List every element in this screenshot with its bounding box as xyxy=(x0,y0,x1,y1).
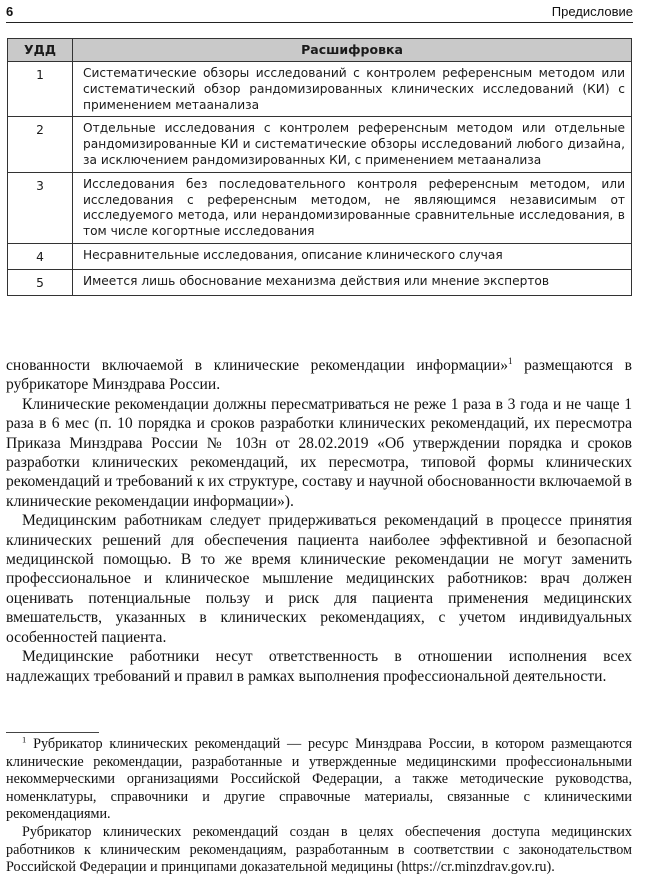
paragraph: Медицинские работники несут ответственность в отношении исполнения всех надлежащих требований и правил в рамках выполнения профессиональной деятельности. xyxy=(6,648,632,685)
evidence-level-cell: 2 xyxy=(8,117,73,172)
page-header xyxy=(6,4,633,23)
evidence-level-cell: 5 xyxy=(8,269,73,295)
table-row xyxy=(8,172,632,243)
paragraph-text: размещаются в рубрикаторе Минздрава России. xyxy=(6,357,633,394)
paragraph-text: снованности включаемой в клинические рекомендации информации» xyxy=(6,357,508,374)
page-number: 6 xyxy=(6,4,14,19)
paragraph: Клинические рекомендации должны пересматриваться не реже 1 раза в 3 года и не чаще 1 раза в 6 мес (п. 10 порядка и сроков разработки клинических рекомендаций, их пересмотра Приказа Минздрава России № 103н от 28.02.2019 «Об утверждении порядка и сроков разработки клинических рекомендаций, их пересмотра, типовой формы клинических рекомендаций и требований к их структуре, составу и научной обоснованности включаемой в клинические рекомендации информации»). xyxy=(6,395,632,510)
paragraph-continuation xyxy=(6,356,632,395)
footnote-reference[interactable]: 1 xyxy=(508,355,513,366)
footnote-mark: 1 xyxy=(22,734,27,745)
footnote-text: Рубрикатор клинических рекомендаций — ресурс Минздрава России, в котором размещаются клинические рекомендации, разработанные и утвержденные медицинскими профессиональными некоммерческими организациями Российской Федерации, а также методические руководства, номенклатуры, справочники и другие справочные материалы, связанные с клиническими рекомендациями. xyxy=(6,736,632,823)
evidence-description-cell: Имеется лишь обоснование механизма действия или мнение экспертов xyxy=(73,269,632,295)
column-header-description: Расшифровка xyxy=(73,39,632,62)
body-text xyxy=(6,356,632,686)
footnote-divider xyxy=(6,732,99,733)
running-title: Предисловие xyxy=(551,4,633,19)
evidence-level-cell: 1 xyxy=(8,62,73,117)
evidence-level-table xyxy=(7,38,632,296)
table-row xyxy=(8,269,632,295)
evidence-description-cell: Несравнительные исследования, описание клинического случая xyxy=(73,243,632,269)
evidence-description-cell: Систематические обзоры исследований с контролем референсным методом или систематический обзор рандомизированных клинических исследований (КИ) с применением метаанализа xyxy=(73,62,632,117)
table-row xyxy=(8,117,632,172)
footnotes xyxy=(6,736,632,877)
evidence-description-cell: Отдельные исследования с контролем референсным методом или отдельные рандомизированные КИ и систематические обзоры исследований любого дизайна, за исключением рандомизированных КИ, с применением метаанализа xyxy=(73,117,632,172)
footnote-continuation: Рубрикатор клинических рекомендаций создан в целях обеспечения доступа медицинских работников к клиническим рекомендациям, разработанным в соответствии с законодательством Российской Федерации и принципами доказательной медицины (https://cr.minzdrav.gov.ru). xyxy=(6,823,632,876)
table-row xyxy=(8,243,632,269)
evidence-level-cell: 4 xyxy=(8,243,73,269)
footnote xyxy=(6,736,632,824)
evidence-level-cell: 3 xyxy=(8,172,73,243)
evidence-description-cell: Исследования без последовательного контроля референсным методом, или исследования с референсным методом, не являющимся независимым от исследуемого метода, или нерандомизированные сравнительные исследования, в том числе когортные исследования xyxy=(73,172,632,243)
table-row xyxy=(8,62,632,117)
table-header-row xyxy=(8,39,632,62)
column-header-udd: УДД xyxy=(8,39,73,62)
paragraph: Медицинским работникам следует придерживаться рекомендаций в процессе принятия клинических решений для обеспечения пациента наиболее эффективной и безопасной медицинской помощью. В то же время клинические рекомендации не могут заменить профессиональное и клиническое мышление медицинских работников: врач должен оценивать потенциальные пользу и риск для пациента применения медицинских вмешательств, указанных в клинических рекомендациях, с учетом индивидуальных особенностей пациента. xyxy=(6,512,632,646)
